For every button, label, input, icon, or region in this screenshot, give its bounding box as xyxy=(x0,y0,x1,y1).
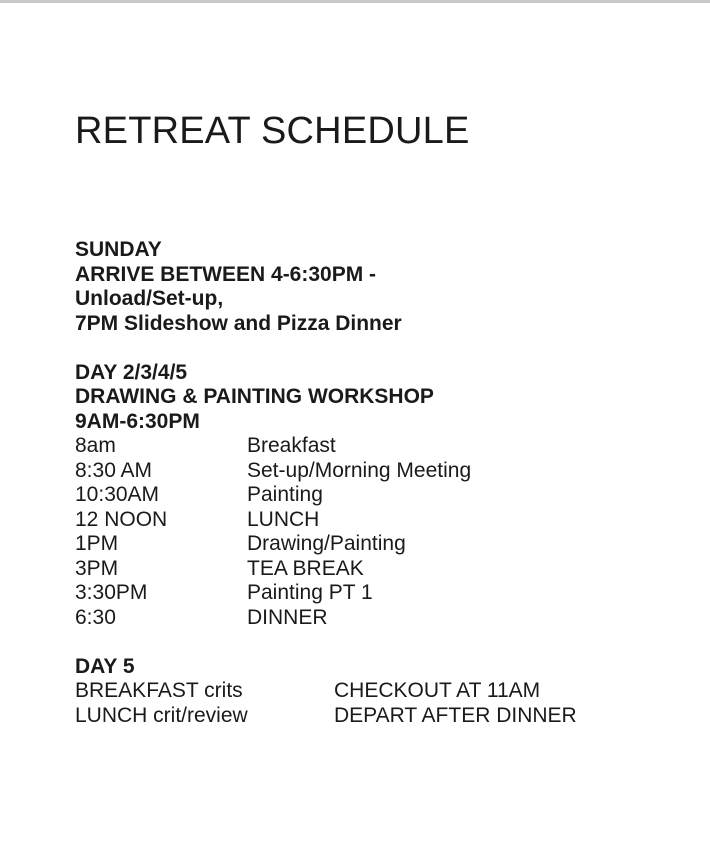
schedule-time: 3:30PM xyxy=(75,581,148,604)
schedule-row xyxy=(75,557,695,582)
schedule-row xyxy=(75,532,695,557)
day5-meal-item: BREAKFAST crits xyxy=(75,679,243,702)
schedule-document xyxy=(75,108,695,728)
day5-section xyxy=(75,655,695,729)
schedule-time: 8:30 AM xyxy=(75,458,153,482)
schedule-row xyxy=(75,581,695,606)
top-divider xyxy=(0,0,710,3)
schedule-time: 1PM xyxy=(75,532,119,555)
sunday-arrival-line: ARRIVE BETWEEN 4-6:30PM - xyxy=(75,262,377,286)
day5-meal-item: LUNCH crit/review xyxy=(75,703,248,727)
schedule-row xyxy=(75,459,695,484)
workshop-section xyxy=(75,361,695,631)
schedule-activity: LUNCH xyxy=(247,507,320,531)
schedule-time: 3PM xyxy=(75,556,119,580)
schedule-row xyxy=(75,508,695,533)
schedule-time: 12 NOON xyxy=(75,507,168,531)
schedule-activity: Painting xyxy=(247,483,323,506)
sunday-unload-line: Unload/Set-up, xyxy=(75,287,224,310)
schedule-time: 6:30 xyxy=(75,605,116,629)
day5-departure-item: DEPART AFTER DINNER xyxy=(334,703,577,727)
sunday-heading: SUNDAY xyxy=(75,238,162,261)
sunday-section xyxy=(75,238,695,336)
day5-row xyxy=(75,704,695,729)
workshop-subheading: DRAWING & PAINTING WORKSHOP xyxy=(75,385,434,408)
schedule-activity: Painting PT 1 xyxy=(247,581,373,604)
schedule-activity: Drawing/Painting xyxy=(247,532,406,555)
schedule-row xyxy=(75,434,695,459)
schedule-activity: DINNER xyxy=(247,605,328,629)
workshop-heading: DAY 2/3/4/5 xyxy=(75,360,188,384)
schedule-activity: Set-up/Morning Meeting xyxy=(247,458,472,482)
sunday-dinner-line: 7PM Slideshow and Pizza Dinner xyxy=(75,311,402,335)
schedule-time: 10:30AM xyxy=(75,483,160,506)
workshop-hours: 9AM-6:30PM xyxy=(75,409,200,433)
day5-heading: DAY 5 xyxy=(75,654,135,678)
schedule-activity: Breakfast xyxy=(247,434,336,457)
schedule-time: 8am xyxy=(75,434,116,457)
day5-row xyxy=(75,679,695,704)
page-title: RETREAT SCHEDULE xyxy=(75,110,470,152)
day5-departure-item: CHECKOUT AT 11AM xyxy=(334,679,541,702)
schedule-row xyxy=(75,483,695,508)
schedule-activity: TEA BREAK xyxy=(247,556,364,580)
schedule-row xyxy=(75,606,695,631)
